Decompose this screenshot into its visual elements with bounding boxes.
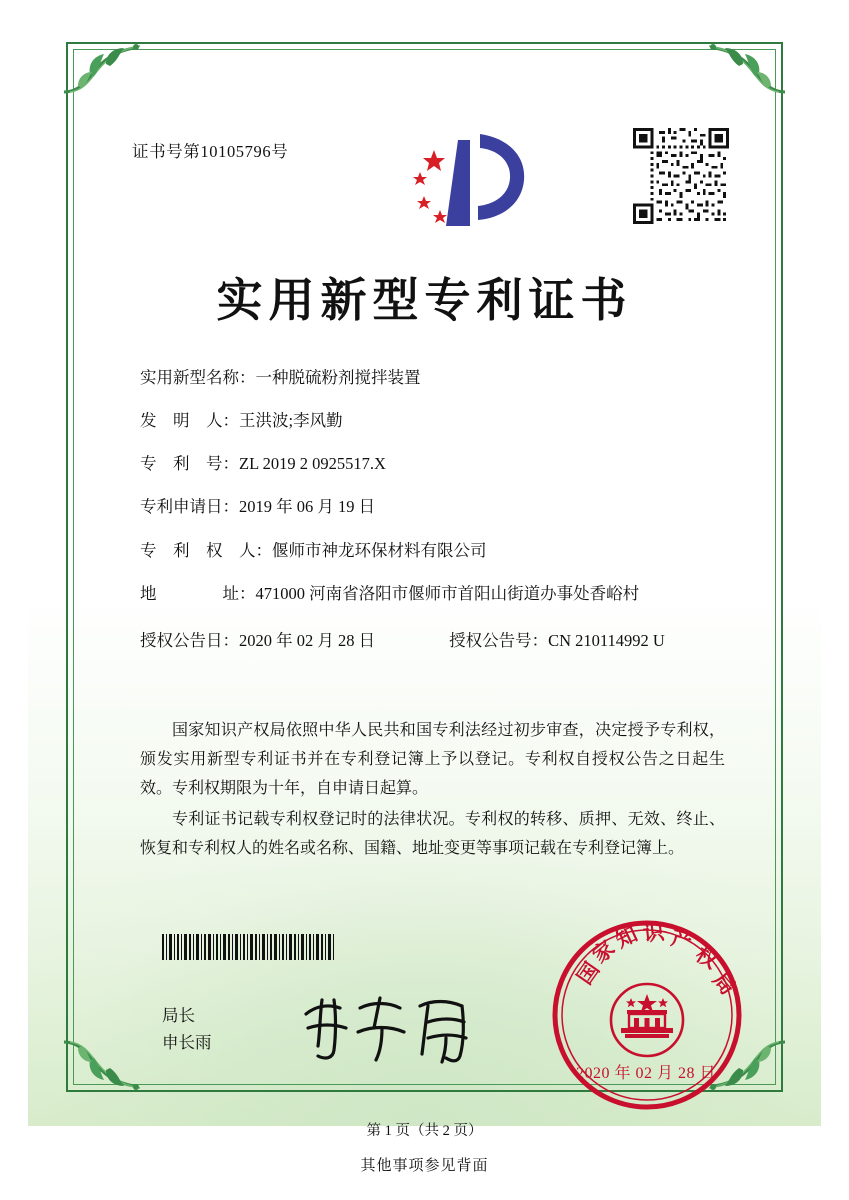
field-label: 专利申请日： xyxy=(140,497,239,517)
certificate-number: 证书号第10105796号 xyxy=(132,142,289,161)
field-value: ZL 2019 2 0925517.X xyxy=(239,454,386,474)
seal-date: 2020 年 02 月 28 日 xyxy=(576,1065,717,1082)
field-value: 王洪波;李风勤 xyxy=(239,411,343,431)
page-title: 实用新型专利证书 xyxy=(216,273,633,327)
grant-date-label: 授权公告日： xyxy=(140,630,239,650)
page-number: 第 1 页（共 2 页） xyxy=(366,1123,483,1139)
grant-number-value: CN 210114992 U xyxy=(548,630,665,650)
field-list xyxy=(140,368,725,673)
body-text xyxy=(140,716,725,865)
grant-date-group xyxy=(140,627,375,651)
official-seal xyxy=(548,916,746,1114)
field-value: 471000 河南省洛阳市偃师市首阳山街道办事处香峪村 xyxy=(255,583,640,603)
svg-text:识: 识 xyxy=(642,919,666,946)
field-inventor xyxy=(140,411,725,432)
field-label: 专 利 号： xyxy=(140,454,239,474)
field-label: 地 址： xyxy=(140,583,256,603)
svg-text:局: 局 xyxy=(708,967,741,1000)
grant-number-label: 授权公告号： xyxy=(449,630,549,650)
barcode xyxy=(162,934,334,960)
footer-note: 其他事项参见背面 xyxy=(360,1158,489,1174)
handwritten-signature xyxy=(296,984,506,1070)
svg-text:国: 国 xyxy=(572,957,605,989)
paragraph-2: 专利证书记载专利权登记时的法律状况。专利权的转移、质押、无效、终止、恢复和专利权人的姓名或名称、国籍、地址变更等事项记载在专利登记簿上。 xyxy=(140,811,725,857)
svg-text:家: 家 xyxy=(587,935,620,968)
field-label: 实用新型名称： xyxy=(140,368,256,387)
field-value: 偃师市神龙环保材料有限公司 xyxy=(272,540,487,560)
field-application-date xyxy=(140,497,725,518)
field-patentee xyxy=(140,541,725,562)
grant-row xyxy=(140,627,725,651)
certificate-body xyxy=(28,16,821,1139)
director-name: 申长雨 xyxy=(162,1033,212,1052)
field-label: 发 明 人： xyxy=(140,411,239,431)
field-patent-number xyxy=(140,454,725,475)
paragraph-1: 国家知识产权局依照中华人民共和国专利法经过初步审查，决定授予专利权，颁发实用新型专利证书并在专利登记簿上予以登记。专利权自授权公告之日起生效。专利权期限为十年，自申请日起算。 xyxy=(140,722,725,797)
field-value: 一种脱硫粉剂搅拌装置 xyxy=(255,368,421,387)
qr-code xyxy=(633,128,729,224)
grant-date-value: 2020 年 02 月 28 日 xyxy=(239,630,376,650)
field-value: 2019 年 06 月 19 日 xyxy=(239,497,376,517)
field-label: 专 利 权 人： xyxy=(140,540,272,560)
svg-text:产: 产 xyxy=(668,925,695,954)
cnipa-logo-icon xyxy=(396,126,536,244)
signature-block xyxy=(162,1002,212,1056)
grant-number-group xyxy=(449,627,665,651)
field-address xyxy=(140,584,725,605)
svg-text:权: 权 xyxy=(691,941,722,974)
director-title: 局长 xyxy=(162,1006,195,1025)
field-utility-model-name xyxy=(140,368,725,389)
svg-text:知: 知 xyxy=(611,921,642,953)
